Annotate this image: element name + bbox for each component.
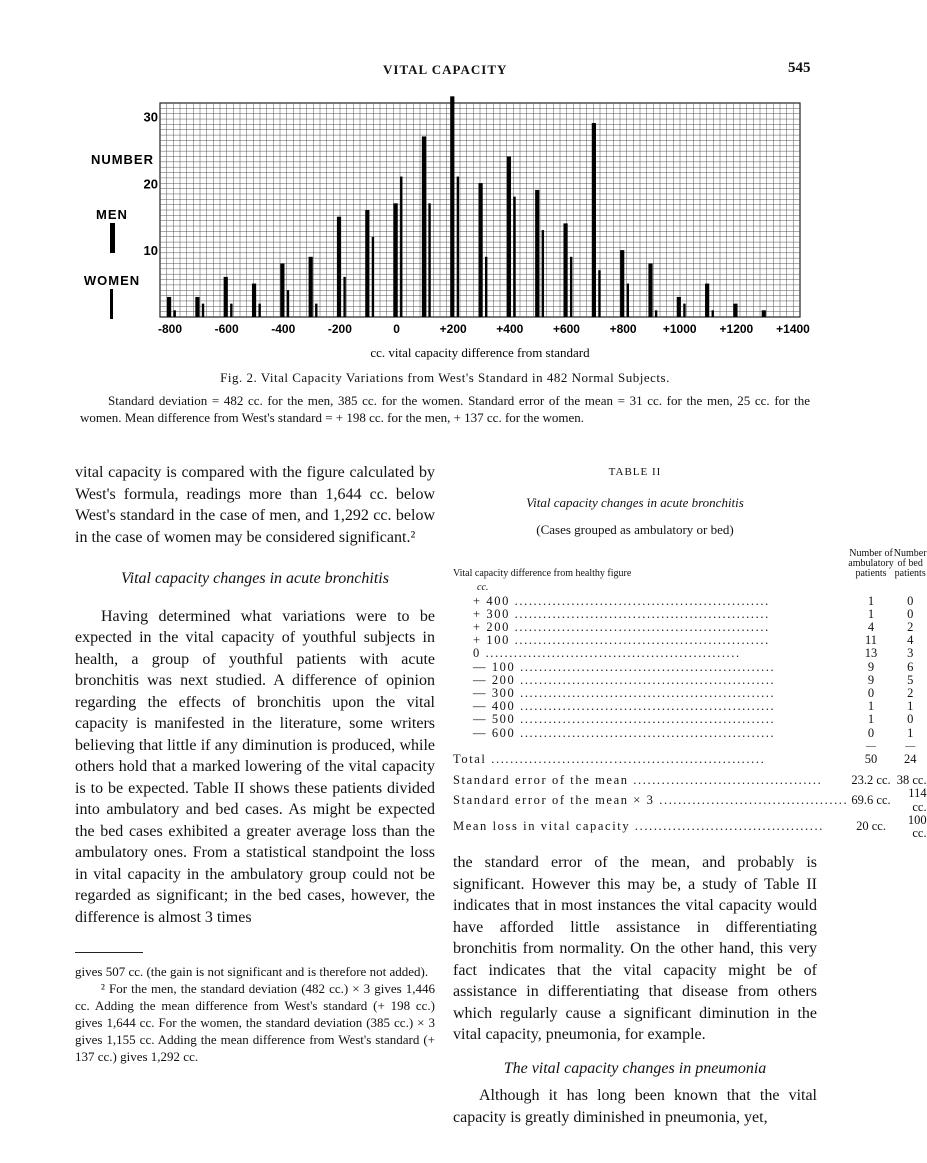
bar-men (365, 210, 369, 317)
row-ambulatory: 0 (867, 725, 875, 740)
running-header (0, 62, 890, 82)
right-paragraph-1: the standard error of the mean, and probably is significant. However this may be, a study of Table II indicates that in most instances the vital capacity would have afforded little assistance in differentiating bronchitis from normality. On the other hand, this very fact indicates that the vital capacity might be of assistance in differentiating that disease from others which regularly cause a significant diminution in the vital capacity, pneumonia, for example. (453, 854, 817, 1044)
bar-women (598, 270, 600, 317)
row-diff: + 400 (473, 593, 510, 608)
bar-women (542, 230, 544, 317)
row-bed: 2 (907, 685, 914, 700)
bar-women (457, 177, 459, 317)
bar-women (343, 277, 345, 317)
table-subtitle: (Cases grouped as ambulatory or bed) (536, 522, 734, 537)
figure-caption-block (80, 370, 810, 426)
figure-2-histogram (80, 95, 810, 365)
stat-label: Standard error of the mean (453, 773, 629, 788)
table-row: — 500 ...................................................... 1 0 (453, 713, 927, 726)
row-bed: 0 (907, 593, 914, 608)
table-row: — 300 ...................................................... 0 2 (453, 687, 927, 700)
bar-women (400, 177, 402, 317)
section-heading-bronchitis: Vital capacity changes in acute bronchitis (121, 570, 389, 587)
y-axis-annotation: WOMEN (83, 273, 141, 288)
women-legend-bar (110, 289, 113, 319)
table-total-row: Total .......................................................... 50 24 (453, 753, 927, 766)
x-tick-label: +200 (439, 322, 467, 336)
bar-men (422, 136, 426, 317)
table-row: + 400 ...................................................... 1 0 (453, 595, 927, 608)
table-row: — 100 ...................................................... 9 6 (453, 661, 927, 674)
section-heading-pneumonia: The vital capacity changes in pneumonia (503, 1059, 767, 1077)
row-diff: — 100 (473, 659, 516, 674)
x-tick-label: +1000 (662, 322, 697, 336)
footnote-2: ² For the men, the standard deviation (482 cc.) × 3 gives 1,446 cc. Adding the mean difference from West's standard (+ 198 cc.) gives 1,644 cc. For the women, the standard deviation (385 cc.) × 3 gives 1,155 cc. Adding the mean difference from West's standard (+ 137 cc.) gives 1,292 cc. (75, 981, 435, 1064)
stat-bed: 114 cc. (908, 786, 927, 814)
bar-women (627, 284, 629, 317)
row-diff: — 400 (473, 699, 516, 714)
figure-caption: Fig. 2. Vital Capacity Variations from West's Standard in 482 Normal Subjects. (220, 370, 670, 385)
bar-men (592, 123, 596, 317)
x-axis-label: cc. vital capacity difference from standard (370, 345, 590, 360)
table-row: + 100 ...................................................... 11 4 (453, 634, 927, 647)
row-ambulatory: 13 (864, 646, 878, 661)
figure-note: Standard deviation = 482 cc. for the men, 385 cc. for the women. Standard error of the mean = 31 cc. for the men, 25 cc. for the women. Mean difference from West's standard = + 198 cc. for the men, + 137 cc. for the women. (80, 393, 810, 425)
row-bed: 0 (907, 606, 914, 621)
bar-men (252, 284, 256, 317)
row-bed: 3 (907, 646, 914, 661)
bar-women (258, 304, 260, 317)
col-unit: cc. (477, 581, 489, 593)
bar-men (762, 310, 766, 317)
table-label: TABLE II (608, 466, 662, 478)
footnote-rule (75, 952, 143, 953)
bar-men (677, 297, 681, 317)
table-row: — 400 ...................................................... 1 1 (453, 700, 927, 713)
table-row: — 600 ...................................................... 0 1 (453, 727, 927, 740)
bar-women (202, 304, 204, 317)
row-bed: 6 (907, 659, 914, 674)
bar-men (479, 183, 483, 317)
left-paragraph-2: Having determined what variations were to be expected in the vital capacity of youthful subjects in health, a group of youthful patients with acute bronchitis was next studied. A difference of opinion regarding the effects of bronchitis upon the vital capacity is manifested in the literature, some writers believing that little if any diminution is produced, while others hold that a marked lowering of the vital capacity is to be expected. Table II shows these patients divided into ambulatory and bed cases. As might be expected the bed cases exhibited a greater average loss than the ambulatory ones. From a statistical standpoint the loss in vital capacity in the ambulatory group could not be regarded as significant; in the bed cases, however, the difference is almost 3 times (75, 607, 435, 926)
x-tick-label: 0 (393, 322, 400, 336)
bar-men (337, 217, 341, 317)
bar-men (309, 257, 313, 317)
row-ambulatory: 1 (867, 606, 875, 621)
table-row: 0 ...................................................... 13 3 (453, 647, 927, 660)
left-column (75, 462, 435, 1065)
x-tick-label: -400 (271, 322, 296, 336)
bar-men (620, 250, 624, 317)
table-rows (453, 595, 927, 740)
total-bed: 24 (903, 751, 917, 766)
bar-women (428, 203, 430, 317)
y-axis-annotation: NUMBER (90, 152, 154, 167)
row-ambulatory: 9 (867, 659, 875, 674)
stat-label: Mean loss in vital capacity (453, 819, 631, 834)
left-paragraph-1: vital capacity is compared with the figure calculated by West's formula, readings more than 1,644 cc. below West's standard in the case of men, and 1,292 cc. below in the case of women may be considered significant.² (75, 464, 435, 546)
y-axis-annotation: MEN (96, 207, 128, 222)
table-rule-row: — — (866, 740, 916, 752)
stat-ambulatory: 20 cc. (856, 819, 886, 834)
row-ambulatory: 1 (867, 712, 875, 727)
y-tick-label: 10 (143, 243, 158, 259)
table-stat-row: Standard error of the mean × 3 ........................................ 69.6 cc. 114 cc. (453, 786, 927, 814)
right-paragraph-2: Although it has long been known that the vital capacity is greatly diminished in pneumonia, yet, (453, 1087, 817, 1126)
x-tick-label: +600 (552, 322, 580, 336)
row-diff: + 200 (473, 619, 510, 634)
bar-men (563, 223, 567, 317)
x-tick-label: -200 (327, 322, 352, 336)
table-row: + 300 ...................................................... 1 0 (453, 608, 927, 621)
row-ambulatory: 1 (867, 593, 875, 608)
bar-women (712, 310, 714, 317)
stat-label: Standard error of the mean × 3 (453, 792, 655, 807)
row-ambulatory: 1 (867, 699, 875, 714)
row-bed: 0 (907, 712, 914, 727)
bar-women (513, 197, 515, 317)
x-tick-label: +1400 (776, 322, 810, 336)
col-header-ambulatory: Number of ambulatory patients (848, 547, 894, 579)
x-tick-label: +800 (609, 322, 637, 336)
row-ambulatory: 4 (867, 619, 875, 634)
bar-men (648, 264, 652, 318)
bar-men (195, 297, 199, 317)
right-column (453, 462, 927, 1128)
page-number: 545 (788, 60, 811, 76)
col-header-diff: Vital capacity difference from healthy figure (453, 567, 632, 579)
bar-women (655, 310, 657, 317)
row-bed: 1 (907, 699, 914, 714)
bar-men (224, 277, 228, 317)
bar-women (315, 304, 317, 317)
table-2 (453, 462, 927, 840)
row-ambulatory: 9 (867, 672, 875, 687)
bar-men (280, 264, 284, 318)
table-row: + 200 ...................................................... 4 2 (453, 621, 927, 634)
row-bed: 5 (907, 672, 914, 687)
stat-bed: 100 cc. (907, 812, 927, 840)
bar-men (535, 190, 539, 317)
row-diff: — 300 (473, 685, 516, 700)
y-tick-label: 20 (143, 176, 158, 192)
row-bed: 2 (907, 619, 914, 634)
col-header-bed: Number of bed patients (893, 547, 927, 579)
row-diff: 0 (473, 646, 481, 661)
bar-men (507, 157, 511, 318)
footnote-continued: gives 507 cc. (the gain is not significant and is therefore not added). (75, 964, 429, 979)
bar-women (372, 237, 374, 317)
table-stats (453, 766, 927, 840)
bar-women (287, 290, 289, 317)
men-legend-bar (110, 223, 115, 253)
bar-women (485, 257, 487, 317)
bar-women (230, 304, 232, 317)
table-stat-row: Standard error of the mean ........................................ 23.2 cc. 38 cc. (453, 766, 927, 787)
running-title: VITAL CAPACITY (383, 62, 508, 77)
total-label: Total (453, 751, 487, 766)
table-stat-row: Mean loss in vital capacity ........................................ 20 cc. 100 cc. (453, 812, 927, 840)
row-diff: — 200 (473, 672, 516, 687)
bar-women (174, 310, 176, 317)
bar-men (733, 304, 737, 317)
stat-ambulatory: 69.6 cc. (851, 792, 891, 807)
row-bed: 4 (907, 633, 914, 648)
stat-ambulatory: 23.2 cc. (851, 773, 891, 788)
row-diff: — 600 (473, 725, 516, 740)
stat-bed: 38 cc. (896, 773, 927, 788)
row-ambulatory: 11 (865, 633, 878, 648)
y-tick-label: 30 (143, 109, 158, 125)
bar-men (450, 96, 454, 317)
bar-men (705, 284, 709, 317)
row-ambulatory: 0 (867, 685, 875, 700)
row-bed: 1 (907, 725, 914, 740)
row-diff: + 300 (473, 606, 510, 621)
x-tick-label: -600 (214, 322, 239, 336)
x-tick-label: -800 (157, 322, 183, 336)
total-ambulatory: 50 (864, 751, 878, 766)
bar-men (167, 297, 171, 317)
row-diff: + 100 (473, 633, 510, 648)
bar-women (570, 257, 572, 317)
x-tick-label: +400 (496, 322, 524, 336)
bar-men (394, 203, 398, 317)
table-title: Vital capacity changes in acute bronchitis (526, 494, 744, 510)
table-row: — 200 ...................................................... 9 5 (453, 674, 927, 687)
x-tick-label: +1200 (719, 322, 754, 336)
row-diff: — 500 (473, 712, 516, 727)
x-tick-labels (158, 322, 810, 336)
bar-women (683, 304, 685, 317)
y-tick-labels (144, 109, 158, 258)
table-2-grid (453, 549, 927, 841)
